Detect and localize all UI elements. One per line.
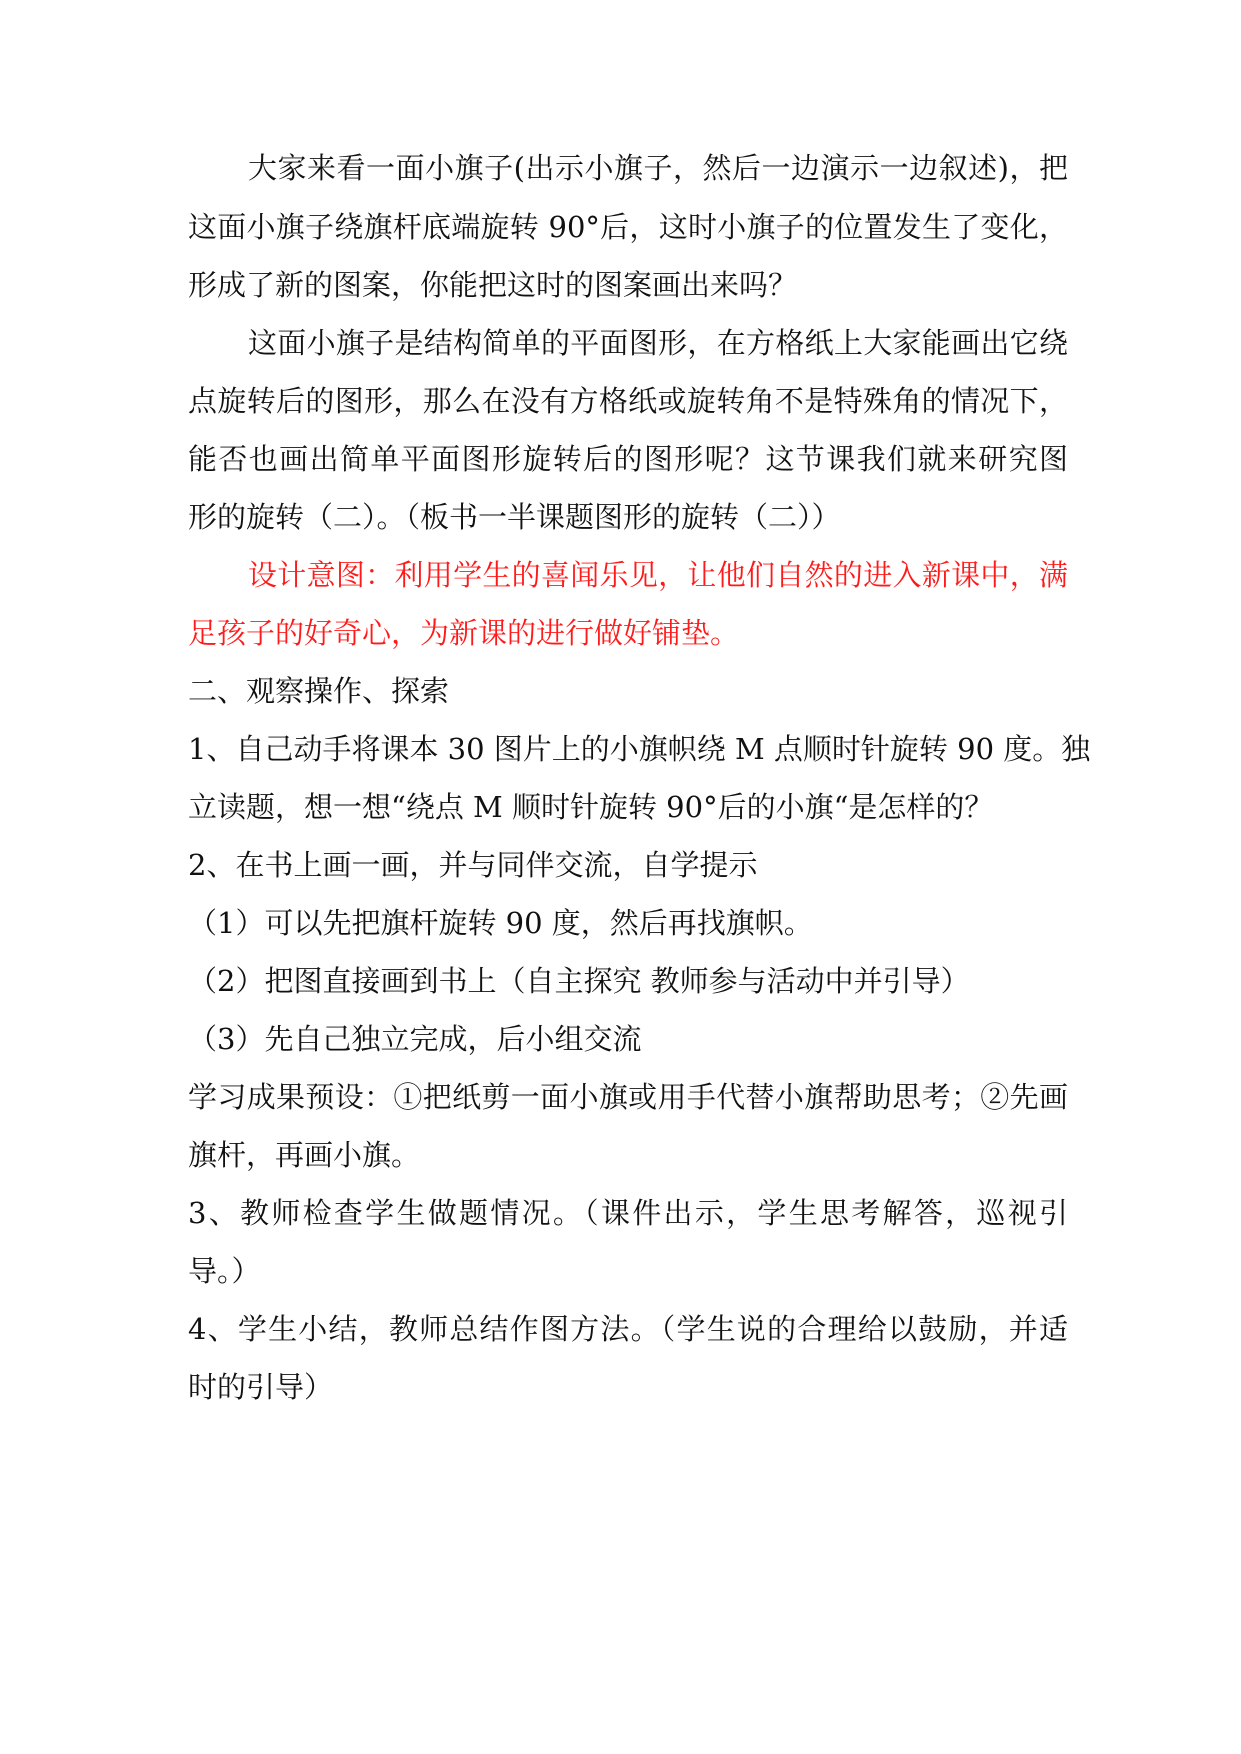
paragraph-structure-line-4: 形的旋转（二）。（板书一半课题图形的旋转（二）） [188,500,841,534]
expected-outcome-line-2: 旗杆，再画小旗。 [188,1138,421,1172]
expected-outcome-line-1: 学习成果预设：①把纸剪一面小旗或用手代替小旗帮助思考；②先画 [188,1080,1068,1114]
step-2: 2、在书上画一画，并与同伴交流，自学提示 [188,848,758,882]
step-3-line-2: 导。） [188,1254,261,1288]
hint-2: （2）把图直接画到书上（自主探究 教师参与活动中并引导） [188,964,970,998]
design-intent-line-1: 设计意图：利用学生的喜闻乐见，让他们自然的进入新课中，满 [248,558,1068,592]
step-1-line-1: 1、自己动手将课本 30 图片上的小旗帜绕 M 点顺时针旋转 90 度。独 [188,732,1091,766]
step-3-line-1: 3、教师检查学生做题情况。（课件出示，学生思考解答，巡视引 [188,1196,1068,1230]
paragraph-structure-line-1: 这面小旗子是结构简单的平面图形，在方格纸上大家能画出它绕 [248,326,1068,360]
hint-3: （3）先自己独立完成，后小组交流 [188,1022,642,1056]
design-intent-line-2: 足孩子的好奇心，为新课的进行做好铺垫。 [188,616,740,650]
step-4-line-2: 时的引导） [188,1370,334,1404]
step-4-line-1: 4、学生小结，教师总结作图方法。（学生说的合理给以鼓励，并适 [188,1312,1068,1346]
hint-1: （1）可以先把旗杆旋转 90 度，然后再找旗帜。 [188,906,813,940]
paragraph-structure-line-3: 能否也画出简单平面图形旋转后的图形呢？这节课我们就来研究图 [188,442,1068,476]
step-1-line-2: 立读题，想一想“绕点 M 顺时针旋转 90°后的小旗“是怎样的？ [188,790,994,824]
paragraph-intro-line-2: 这面小旗子绕旗杆底端旋转 90°后，这时小旗子的位置发生了变化， [188,210,1068,244]
paragraph-intro-line-1: 大家来看一面小旗子(出示小旗子，然后一边演示一边叙述)，把 [248,151,1068,185]
paragraph-intro-line-3: 形成了新的图案，你能把这时的图案画出来吗？ [188,268,798,302]
paragraph-structure-line-2: 点旋转后的图形，那么在没有方格纸或旋转角不是特殊角的情况下， [188,384,1068,418]
section-heading: 二、观察操作、探索 [188,674,450,708]
